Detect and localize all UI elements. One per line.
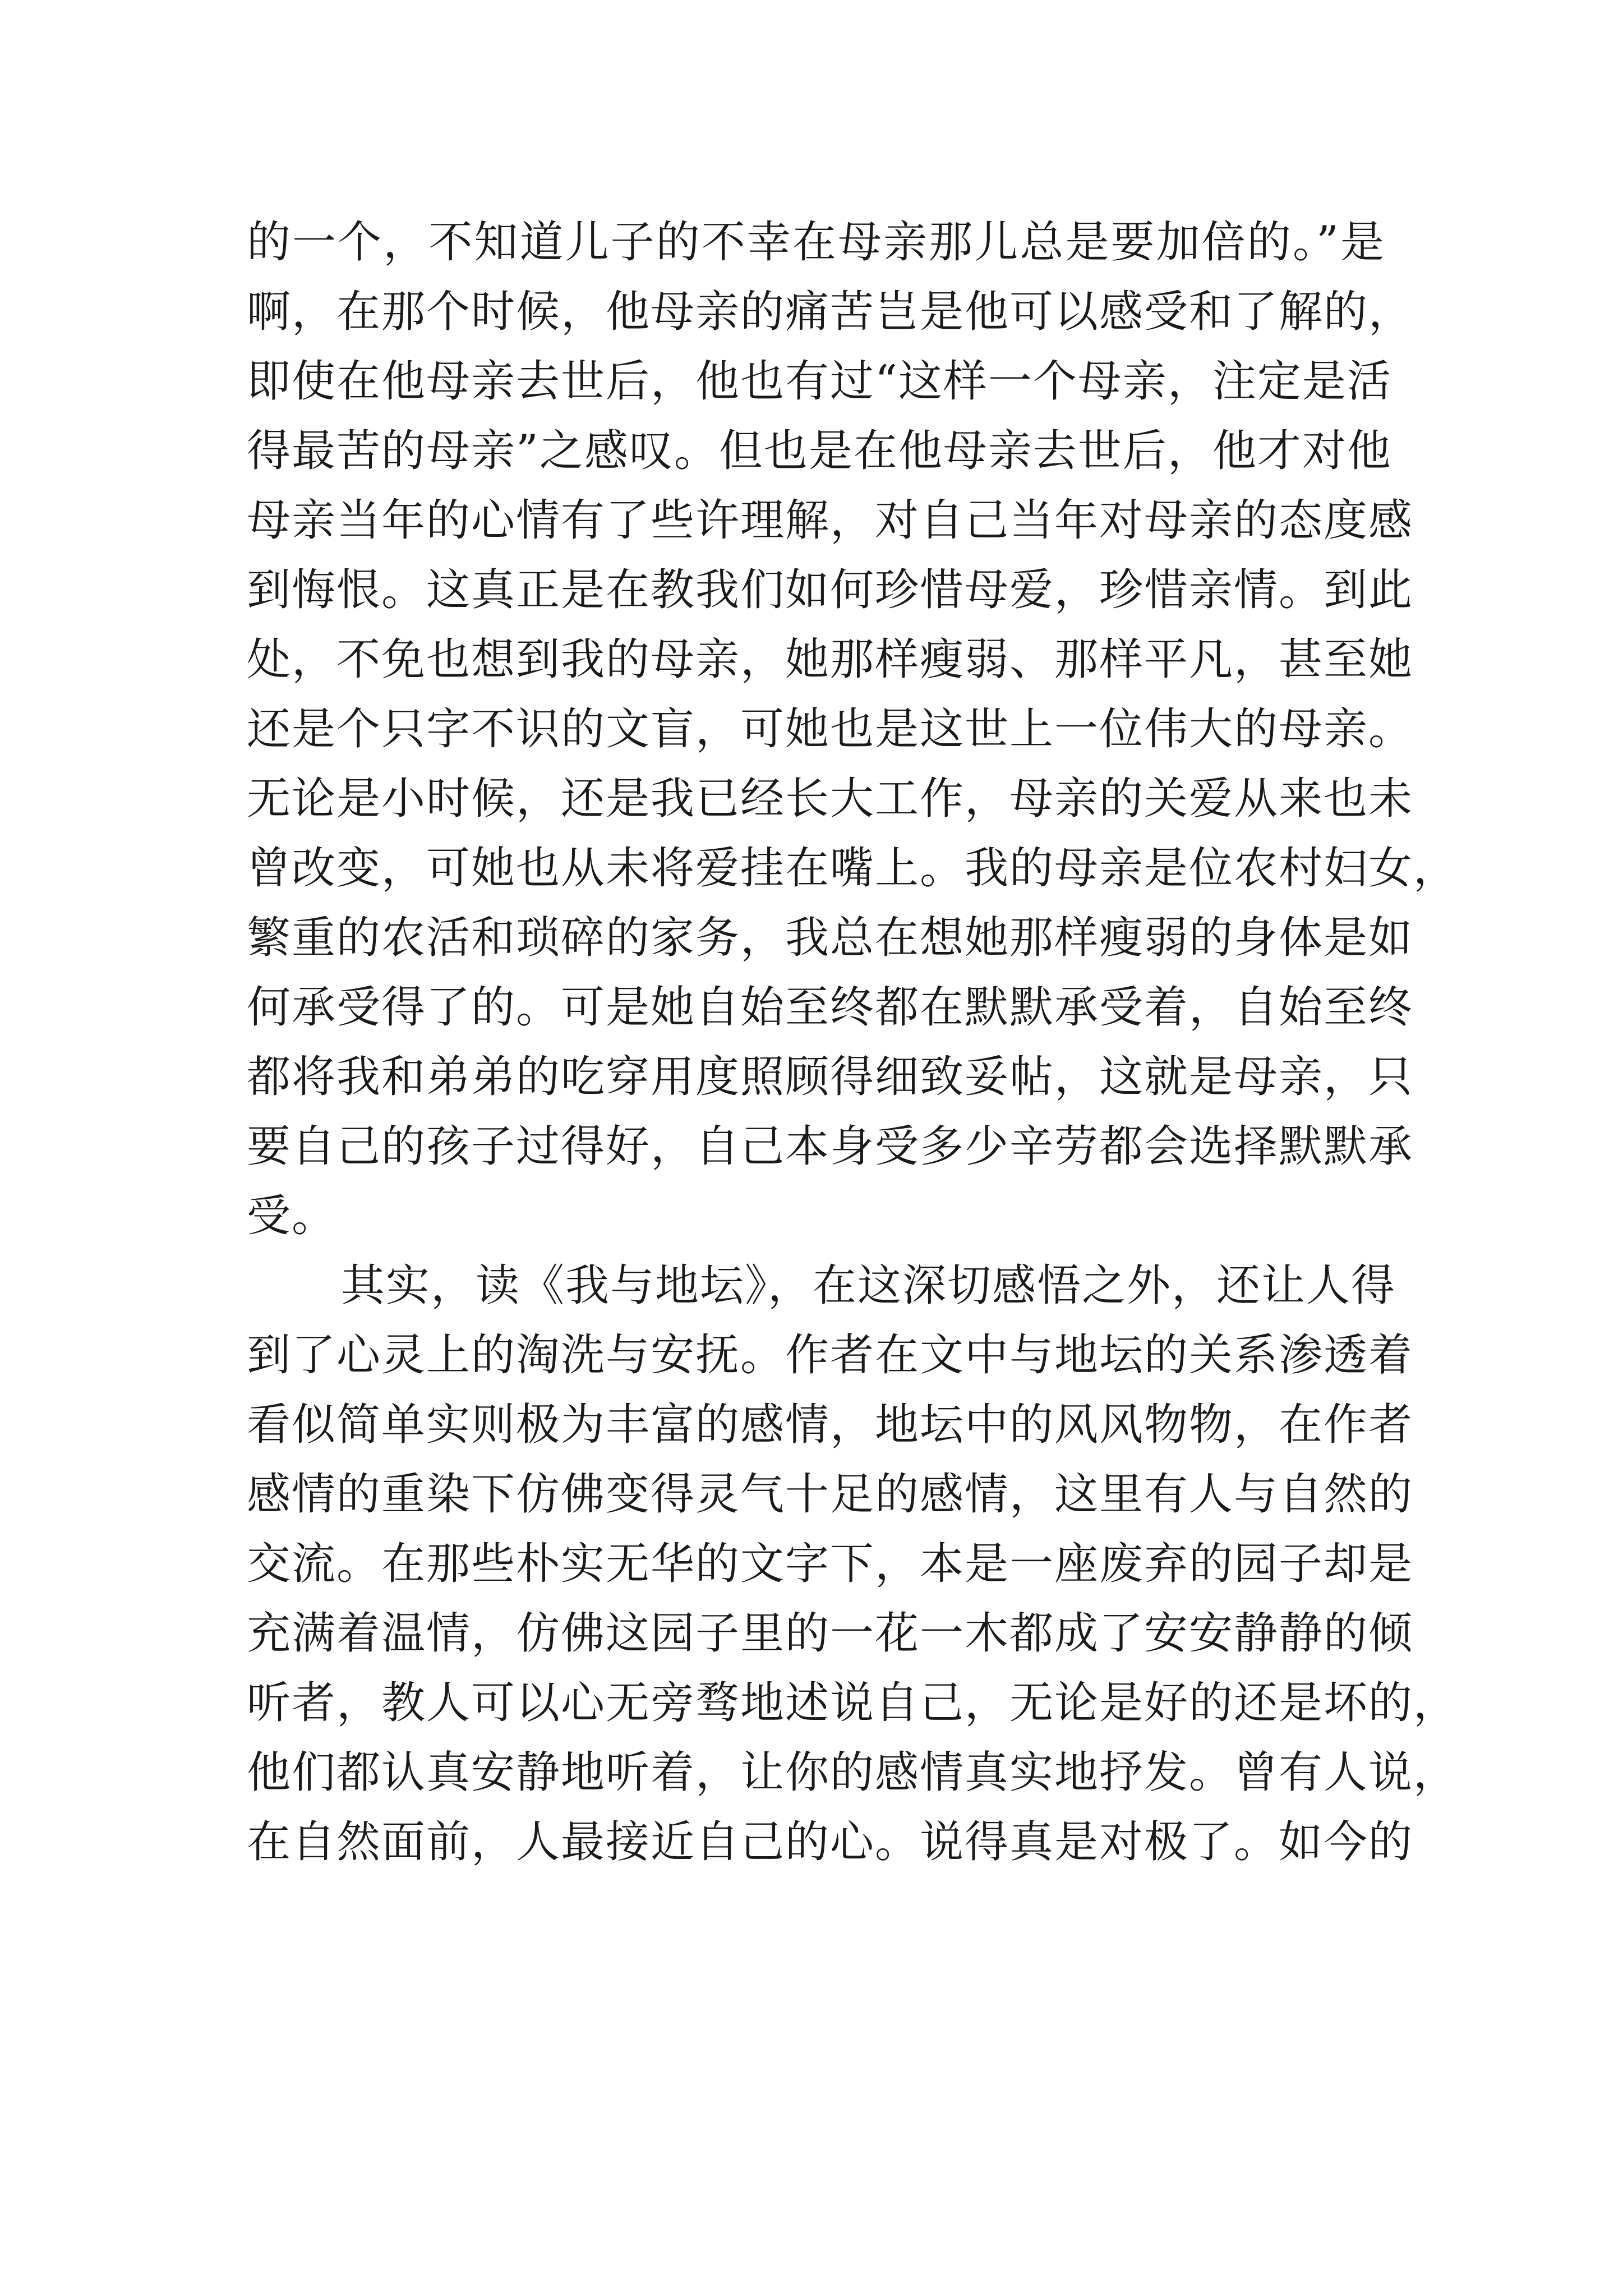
text-line: 何承受得了的。可是她自始至终都在默默承受着，自始至终 xyxy=(247,982,1414,1033)
text-line: 母亲当年的心情有了些许理解，对自己当年对母亲的态度感 xyxy=(247,495,1414,546)
text-line: 到了心灵上的淘洗与安抚。作者在文中与地坛的关系渗透着 xyxy=(247,1330,1414,1381)
text-line: 的一个，不知道儿子的不幸在母亲那儿总是要加倍的。”是 xyxy=(247,217,1385,268)
text-line: 交流。在那些朴实无华的文字下，本是一座废弃的园子却是 xyxy=(247,1539,1414,1589)
text-line: 曾改变，可她也从未将爱挂在嘴上。我的母亲是位农村妇女， xyxy=(247,843,1459,894)
body-text xyxy=(247,208,1459,1877)
text-line: 到悔恨。这真正是在教我们如何珍惜母爱，珍惜亲情。到此 xyxy=(247,565,1414,615)
text-line: 即使在他母亲去世后，他也有过“这样一个母亲，注定是活 xyxy=(247,356,1392,407)
text-line: 啊，在那个时候，他母亲的痛苦岂是他可以感受和了解的， xyxy=(247,287,1414,337)
text-line: 得最苦的母亲”之感叹。但也是在他母亲去世后，他才对他 xyxy=(247,426,1392,476)
text-line: 处，不免也想到我的母亲，她那样瘦弱、那样平凡，甚至她 xyxy=(247,634,1414,685)
text-line: 还是个只字不识的文盲，可她也是这世上一位伟大的母亲。 xyxy=(247,704,1414,754)
text-line: 要自己的孩子过得好，自己本身受多少辛劳都会选择默默承 xyxy=(247,1121,1414,1172)
text-line: 无论是小时候，还是我已经长大工作，母亲的关爱从来也未 xyxy=(247,774,1414,824)
text-line: 看似简单实则极为丰富的感情，地坛中的风风物物，在作者 xyxy=(247,1400,1414,1450)
text-line: 充满着温情，仿佛这园子里的一花一木都成了安安静静的倾 xyxy=(247,1608,1414,1659)
text-line: 在自然面前，人最接近自己的心。说得真是对极了。如今的 xyxy=(247,1817,1414,1867)
text-line: 他们都认真安静地听着，让你的感情真实地抒发。曾有人说， xyxy=(247,1747,1459,1798)
text-line: 听者，教人可以心无旁骛地述说自己，无论是好的还是坏的， xyxy=(247,1678,1459,1728)
text-line: 都将我和弟弟的吃穿用度照顾得细致妥帖，这就是母亲，只 xyxy=(247,1052,1414,1102)
paragraph-start-line: 其实，读《我与地坛》，在这深切感悟之外，还让人得 xyxy=(341,1260,1396,1311)
text-line: 感情的重染下仿佛变得灵气十足的感情，这里有人与自然的 xyxy=(247,1469,1414,1520)
text-line: 繁重的农活和琐碎的家务，我总在想她那样瘦弱的身体是如 xyxy=(247,913,1414,963)
text-line: 受。 xyxy=(247,1191,337,1241)
